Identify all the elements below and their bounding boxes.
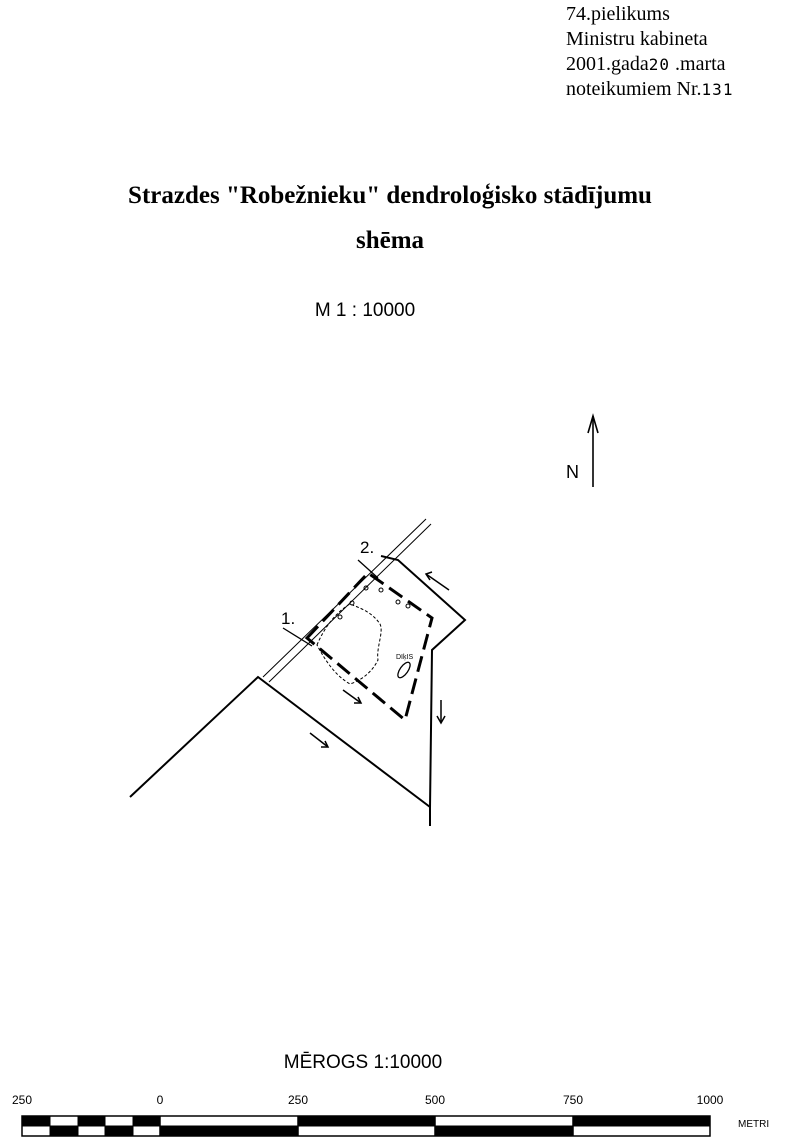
scalebar-title: MĒROGS 1:10000 [283, 1052, 443, 1073]
annex-number: 74.pielikums [566, 3, 670, 25]
scalebar-tick: 250 [11, 1093, 33, 1107]
north-arrow-icon [588, 416, 598, 487]
pond-label: DIķIS [396, 654, 414, 661]
annex-day: 20 [648, 55, 671, 74]
scale-bar [22, 1116, 710, 1136]
scalebar-tick: 0 [156, 1093, 164, 1107]
map-scale-text: M 1 : 10000 [314, 300, 416, 321]
direction-arrow-icon [343, 690, 361, 703]
point-label-1: 1. [281, 609, 296, 628]
territory-boundary [130, 556, 465, 826]
annex-date: 2001.gada20 .marta [566, 53, 726, 75]
direction-arrow-icon [310, 733, 328, 747]
scalebar-tick: 750 [562, 1093, 584, 1107]
annex-regulation-number: 131 [701, 80, 734, 99]
point-label-2: 2. [360, 538, 375, 557]
scalebar-tick: 500 [424, 1093, 446, 1107]
scalebar-unit: METRI [738, 1119, 770, 1130]
page-title-line2: shēma [355, 227, 425, 254]
pond-icon [396, 660, 413, 679]
plantation-boundary [307, 573, 432, 720]
scalebar-tick: 250 [287, 1093, 309, 1107]
annex-issuer: Ministru kabineta [566, 28, 708, 50]
north-label: N [566, 462, 579, 482]
tree-row [338, 586, 410, 619]
page-title-line1: Strazdes "Robežnieku" dendroloģisko stādījumu [128, 182, 652, 209]
scalebar-tick: 1000 [696, 1093, 724, 1107]
direction-arrow-icon [437, 700, 445, 723]
annex-regulation: noteikumiem Nr.131 [566, 78, 734, 100]
